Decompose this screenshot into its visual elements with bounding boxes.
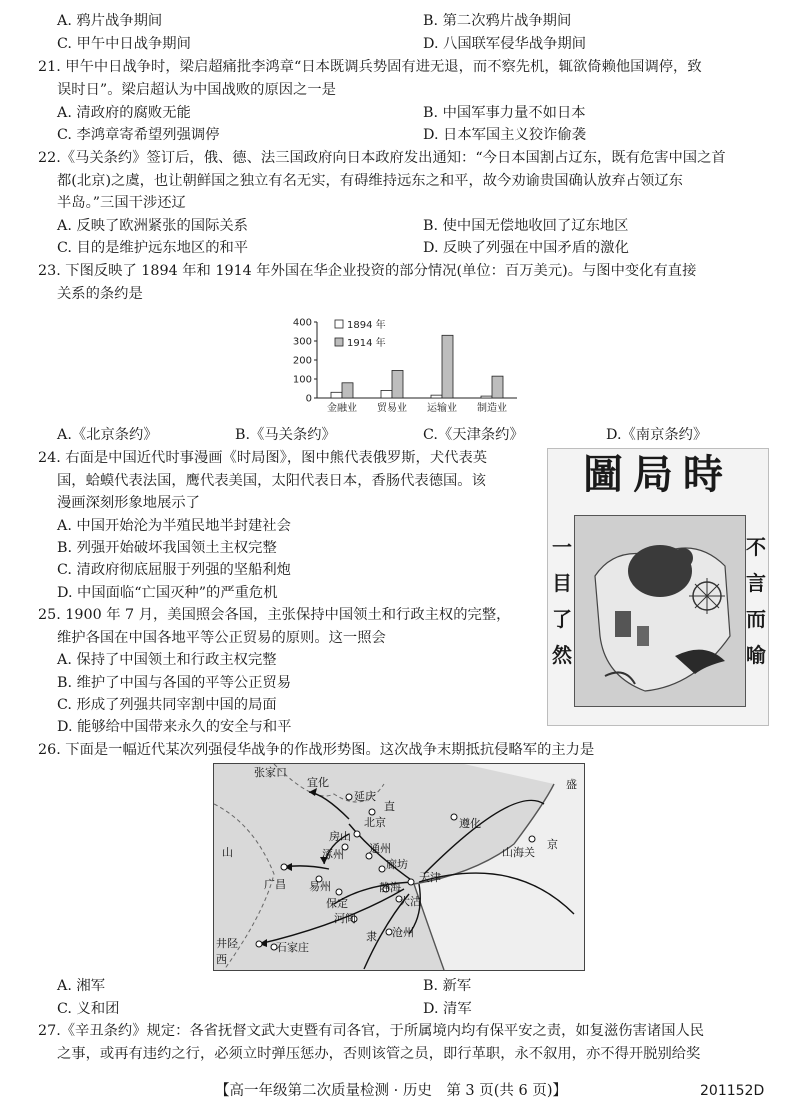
q26-option-c: C. 义和团	[57, 1001, 120, 1017]
map-label-shanhaiguan: 山海关	[502, 846, 535, 859]
map-label-zhuozhou: 涿州	[322, 848, 344, 861]
q22-option-a: A. 反映了欧洲紧张的国际关系	[57, 218, 248, 234]
y-tick-label: 0	[305, 393, 312, 405]
q24-option-b: B. 列强开始破坏我国领土主权完整	[57, 540, 277, 556]
x-tick-label: 制造业	[477, 403, 507, 414]
map-label-xuanhua: 宜化	[307, 776, 329, 789]
q27-stem-line2: 之事，或再有违约之行，必须立时弹压惩办，否则该管之员，即行革职，永不叙用，亦不得开脱别给奖	[57, 1046, 701, 1062]
q20-option-d: D. 八国联军侵华战争期间	[423, 36, 587, 52]
cartoon-title: 圖局時	[583, 451, 733, 498]
q26-option-d: D. 清军	[423, 1001, 472, 1017]
bar-1914	[492, 376, 503, 398]
x-tick-label: 贸易业	[377, 403, 407, 414]
q25-stem-line1: 25. 1900 年 7 月，美国照会各国，主张保持中国领土和行政主权的完整，	[38, 607, 511, 623]
q22-stem-line1: 22.《马关条约》签订后，俄、德、法三国政府向日本政府发出通知：“今日本国割占辽东，既有危害中国之首	[38, 150, 726, 166]
cartoon-right-text: 不 言 而 喻	[746, 535, 766, 667]
bar-1894	[481, 396, 492, 398]
map-label-fangshan: 房山	[329, 830, 351, 843]
bar-1914	[392, 370, 403, 398]
map-label-zhi: 直	[384, 800, 395, 813]
map-label-cangzhou: 沧州	[392, 926, 414, 939]
q24-option-c: C. 清政府彻底屈服于列强的坚船利炮	[57, 562, 291, 578]
q23-option-c: C.《天津条约》	[423, 427, 524, 443]
q27-stem-line1: 27.《辛丑条约》规定：各省抚督文武大吏暨有司各官，于所属境内均有保平安之责，如复滋伤害诸国人民	[38, 1023, 705, 1039]
q22-option-c: C. 目的是维护远东地区的和平	[57, 240, 249, 256]
q24-stem-line1: 24. 右面是中国近代时事漫画《时局图》，图中熊代表俄罗斯，犬代表英	[38, 450, 488, 466]
map-label-zhangjiakou: 张家口	[254, 766, 287, 779]
cartoon-left-text: 一 目 了 然	[552, 535, 572, 667]
map-label-tianjin: 天津	[419, 871, 441, 884]
q22-stem-line3: 半岛。”三国干涉还辽	[57, 195, 186, 211]
map-label-tongzhou: 通州	[369, 842, 391, 855]
map-label-jinghai: 静海	[379, 881, 401, 894]
map-label-baoding: 保定	[326, 897, 348, 910]
map-label-shan: 山	[222, 846, 233, 859]
q25-option-b: B. 维护了中国与各国的平等公正贸易	[57, 675, 292, 691]
q21-option-d: D. 日本军国主义狡诈偷袭	[423, 127, 587, 143]
q21-option-b: B. 中国军事力量不如日本	[423, 105, 586, 121]
q23-option-a: A.《北京条约》	[57, 427, 158, 443]
map-label-beijing: 北京	[364, 816, 386, 829]
q21-option-a: A. 清政府的腐败无能	[57, 105, 191, 121]
q26-stem: 26. 下面是一幅近代某次列强侵华战争的作战形势图。这次战争末期抵抗侵略军的主力是	[38, 742, 595, 758]
q21-stem-line2: 误时日”。梁启超认为中国战败的原因之一是	[57, 82, 336, 98]
paper-code: 201152D	[700, 1083, 765, 1099]
y-tick-label: 200	[292, 355, 312, 367]
q25-option-c: C. 形成了列强共同宰割中国的局面	[57, 697, 277, 713]
cartoon-map-illustration	[574, 515, 746, 707]
bar-1894	[331, 392, 342, 398]
map-label-xi: 西	[216, 953, 227, 966]
bar-1914	[442, 335, 453, 398]
map-label-yanqing: 延庆	[354, 790, 376, 803]
q24-option-d: D. 中国面临“亡国灭种”的严重危机	[57, 585, 278, 601]
legend-swatch	[335, 338, 343, 346]
q23-stem-line1: 23. 下图反映了 1894 年和 1914 年外国在华企业投资的部分情况(单位：百万美元)。与图中变化有直接	[38, 263, 697, 279]
q21-option-c: C. 李鸿章寄希望列强调停	[57, 127, 220, 143]
q21-stem-line1: 21. 甲午中日战争时，梁启超痛批李鸿章“日本既调兵势固有进无退，而不察先机，辄欲倚赖他国调停，致	[38, 59, 702, 75]
q24-option-a: A. 中国开始沦为半殖民地半封建社会	[57, 518, 291, 534]
map-label-dagu: 大沽	[399, 895, 421, 908]
q22-option-b: B. 使中国无偿地收回了辽东地区	[423, 218, 629, 234]
legend-label: 1894 年	[347, 320, 386, 331]
map-label-li: 隶	[366, 930, 377, 943]
q23-stem-line2: 关系的条约是	[57, 286, 143, 302]
q23-option-b: B.《马关条约》	[235, 427, 336, 443]
investment-bar-chart	[285, 312, 525, 420]
q22-option-d: D. 反映了列强在中国矛盾的激化	[423, 240, 629, 256]
q26-option-b: B. 新军	[423, 978, 472, 994]
q20-option-a: A. 鸦片战争期间	[57, 13, 163, 29]
q23-option-d: D.《南京条约》	[606, 427, 708, 443]
map-label-sheng: 盛	[566, 778, 577, 791]
q25-option-d: D. 能够给中国带来永久的安全与和平	[57, 719, 292, 735]
y-tick-label: 100	[292, 374, 312, 386]
y-tick-label: 400	[292, 317, 312, 329]
bar-1894	[381, 390, 392, 398]
map-label-zunhua: 遵化	[459, 817, 481, 830]
q22-stem-line2: 都(北京)之虞，也让朝鲜国之独立有名无实，有碍维持远东之和平，故今劝谕贵国确认放弃占领辽东	[57, 173, 683, 189]
q25-stem-line2: 维护各国在中国各地平等公正贸易的原则。这一照会	[57, 630, 386, 646]
page-footer: 【高一年级第二次质量检测 · 历史 第 3 页(共 6 页)】	[215, 1083, 568, 1099]
x-tick-label: 运输业	[427, 403, 457, 414]
y-tick-label: 300	[292, 336, 312, 348]
q20-option-b: B. 第二次鸦片战争期间	[423, 13, 572, 29]
legend-swatch	[335, 320, 343, 328]
map-label-shijiazhuang: 石家庄	[276, 941, 309, 954]
q26-option-a: A. 湘军	[57, 978, 106, 994]
map-label-jing: 京	[547, 838, 558, 851]
q24-stem-line2: 国，蛤蟆代表法国，鹰代表美国，太阳代表日本，香肠代表德国。该	[57, 473, 486, 489]
bar-1914	[342, 383, 353, 398]
bar-1894	[431, 395, 442, 398]
legend-label: 1914 年	[347, 338, 386, 349]
campaign-map	[213, 763, 585, 971]
shiju-tu-cartoon	[547, 448, 769, 726]
q20-option-c: C. 甲午中日战争期间	[57, 36, 191, 52]
map-label-hejian: 河间	[334, 912, 356, 925]
map-label-jingxing: 井陉	[216, 937, 238, 950]
q25-option-a: A. 保持了中国领土和行政主权完整	[57, 652, 277, 668]
map-label-yizhou: 易州	[309, 880, 331, 893]
x-tick-label: 金融业	[327, 403, 357, 414]
q24-stem-line3: 漫画深刻形象地展示了	[57, 495, 200, 511]
map-label-guangchang: 广昌	[264, 878, 286, 891]
map-label-langfang: 廊坊	[386, 858, 408, 871]
